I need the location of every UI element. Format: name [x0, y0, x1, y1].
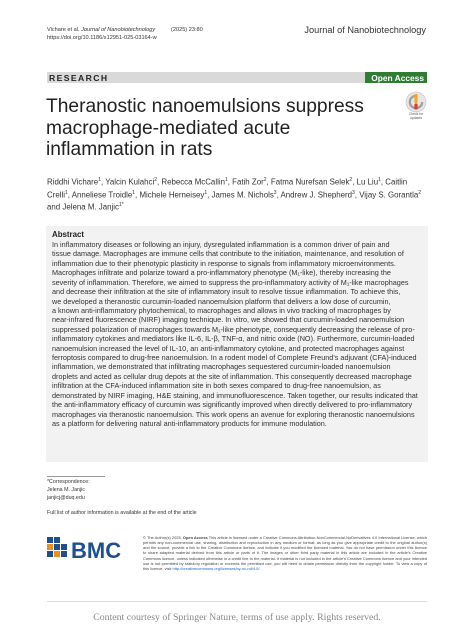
check-for-updates-icon [405, 91, 427, 113]
author-name[interactable]: Michele Herneisey [139, 190, 205, 200]
author-name[interactable]: James M. Nichols [211, 190, 274, 200]
author-affiliation: 1 [98, 177, 101, 183]
bmc-logo-mark [47, 537, 137, 567]
abstract-heading: Abstract [52, 230, 85, 239]
author-affiliation: 3 [352, 189, 355, 196]
abstract-line: infiltration at the CFA-induced inflammation site in both sexes compared to drug-free nanoemulsion, as [52, 381, 381, 391]
author-info-note: Full list of author information is available at the end of the article [47, 510, 197, 516]
correspondence-name: Jelena M. Janjic [47, 487, 85, 493]
abstract-line: Macrophages infiltrate and polarize toward a pro-inflammatory phenotype (M₁-like), thereby increasing the [52, 268, 391, 278]
correspondence-label: *Correspondence: [47, 479, 90, 485]
footer-watermark: Content courtesy of Springer Nature, terms of use apply. Rights reserved. [93, 612, 381, 623]
license-end: . [259, 565, 261, 571]
check-for-updates-badge[interactable] [405, 91, 427, 121]
author-name[interactable]: Rebecca McCallin [161, 177, 225, 187]
author-affiliation: 2 [263, 177, 267, 183]
abstract-line: macrophages via theranostic nanoemulsion. This work opens an avenue for exploring theranostic nanoemulsions [52, 409, 415, 419]
license-body: This article is licensed under a Creative Commons Attribution-NonCommercial-NoDerivatives 4.0 International License, which permits any non-commercial use, sharing, distribution and reproduction in any medium or format, as long as you give appropriate credit to the original author(s) and the source, provide a link to the Creative Commons licence, and indicate if you modified the licensed material. You do not have permission under this licence to share adapted material derived from this article or parts of it. The images or other third party material in this article are included in the article’s Creative Commons licence, unless indicated otherwise in a credit line to the material. If material is not included in the article’s Creative Commons licence and your intended use is not permitted by statutory regulation or exceeds the permitted use, you will need to obtain permission directly from the copyright holder. To view a copy of this licence, visit [143, 535, 427, 571]
abstract-text [52, 240, 424, 428]
author-affiliation: 1 [64, 189, 68, 196]
article-title: Theranostic nanoemulsions suppress macrophage-mediated acute inflammation in rats [46, 96, 364, 160]
author-affiliation: 1 [132, 189, 136, 196]
article-type-label: RESEARCH [49, 73, 109, 84]
abstract-line: In inflammatory diseases or following an injury, dysregulated inflammation is a common driver of pain and [52, 240, 390, 249]
author-affiliation: 2 [154, 177, 157, 183]
abstract-line: inflammation due to their phenotypic plasticity in response to signals from inflammatory microenvironments. [52, 258, 396, 268]
open-access-badge: Open Access [365, 72, 427, 83]
badge-label-line2: updates [409, 115, 423, 120]
correspondence-block [47, 478, 90, 502]
author-name[interactable]: Vijay S. Gorantla [359, 190, 419, 200]
abstract-line: droplets and acted as cellular drug depots at the site of inflammation. This consequently decreased macrophage [52, 371, 412, 381]
author-affiliation: 1* [118, 202, 124, 209]
author-name[interactable]: Fatma Nurefsan Selek [270, 177, 350, 187]
abstract-line: and decrease their infiltration at the site of inflammatory insult to resolve tissue inflammation. To achieve this, [52, 287, 401, 297]
abstract-line: near-infrared fluorescence (NIRF) imaging technique. In vitro, we showed that curcumin-loaded nanoemulsion [52, 315, 405, 325]
author-name[interactable]: Anneliese Troidle [71, 190, 133, 200]
abstract-line: nanoemulsion increased the level of IL-10, an anti-inflammatory cytokine, and protected macrophages against [52, 343, 405, 353]
abstract-line: suppressed polarization of macrophages towards M₁-like phenotype, consequently decreasing the release of pro- [52, 324, 415, 334]
citation-authors: Vichare et al. [47, 27, 80, 33]
author-affiliation: 1 [224, 177, 228, 183]
abstract-line: ferroptosis compared to drug-free nanoemulsion. In a rodent model of Complete Freund’s adjuvant (CFA)-induced [52, 353, 417, 363]
author-affiliation: 1 [204, 189, 208, 196]
bmc-logo [47, 537, 137, 567]
journal-name: Journal of Nanobiotechnology [304, 25, 426, 35]
author-name[interactable]: Riddhi Vichare [47, 177, 99, 187]
citation-journal: Journal of Nanobiotechnology [81, 27, 156, 33]
abstract-line: severity of inflammation. Therefore, we aimed to suppress the pro-inflammatory activity of M₁-like macrophages [52, 277, 409, 287]
author-name[interactable]: Lu Liu [356, 177, 379, 187]
badge-label-line1: Check for [408, 112, 424, 116]
author-affiliation: 1 [378, 177, 381, 183]
author-name[interactable]: Fatih Zor [232, 177, 264, 187]
abstract-line: inflammatory cytokines and mediators like IL-6, IL-β, TNF-α, and nitric oxide (NO). Furthermore, curcumin-loaded [52, 334, 415, 344]
author-affiliation: 3 [273, 189, 277, 196]
license-open-access: Open Access [182, 535, 208, 540]
author-name[interactable]: Andrew J. Shepherd [280, 190, 353, 200]
author-name[interactable]: Yalcin Kulahci [105, 177, 155, 187]
abstract-line: we developed a theranostic curcumin-loaded nanoemulsion platform that delivers a low dose of curcumin, [52, 296, 391, 306]
abstract-line: demonstrated by NIRF imaging, H&E staining, and immunofluorescence. Taken together, our results indicated that [52, 390, 418, 400]
license-lead: © The Author(s) 2025. [143, 535, 183, 540]
correspondence-divider [47, 476, 105, 477]
author-name[interactable]: Jelena M. Janjic [62, 202, 119, 212]
volume-info: (2025) 23:80 [171, 27, 203, 33]
abstract-line: a known anti-inflammatory phytochemical, to macrophages and allows in vivo tracking of macrophages by [52, 305, 391, 315]
badge-label [405, 113, 427, 121]
abstract-line: as a platform for delivering natural anti-inflammatory products for immune modulation. [52, 419, 327, 429]
license-link[interactable]: http://creativecommons.org/licenses/by-nc-nd/4.0/ [172, 565, 260, 571]
author-affiliation: 2 [418, 189, 422, 196]
abstract-line: the anti-inflammatory efficacy of curcumin was significantly improved when directly delivered to pro-inflammatory [52, 400, 413, 410]
author-name[interactable]: Caitlin Crelli [47, 177, 408, 200]
doi-link[interactable]: https://doi.org/10.1186/s12951-025-03164-w [47, 34, 157, 41]
author-affiliation: 2 [349, 177, 353, 183]
abstract-line: tissue damage. Macrophages are immune cells that contribute to the initiation, maintenance, and resolution of [52, 249, 404, 259]
correspondence-email[interactable]: janjicj@duq.edu [47, 495, 85, 501]
footer-divider [47, 601, 427, 602]
abstract-box [46, 226, 428, 462]
license-statement [143, 535, 427, 571]
running-header-citation [47, 27, 157, 42]
author-list: Riddhi Vichare$^1$, Yalcin Kulahci$^2$, Rebecca McCallin$^1$, Fatih Zor$^2$, Fatma Nurefsan Selek$^2$, Lu Liu$^1$, Caitlin Crelli$^1$, Anneliese Troidle$^1$, Michele Herneisey$^1$, James M. Nichols$^3$, Andrew J. Shepherd$^3$, Vijay S. Gorantla$^2$ and Jelena M. Janjic$^{1*}$ [47, 177, 422, 212]
author-joiner: and [47, 202, 61, 212]
abstract-line: inflammation, we demonstrated that infiltrating macrophages sequestered curcumin-loaded nanoemulsion [52, 362, 391, 372]
article-type-banner [47, 72, 427, 83]
bmc-logo-text: BMC [71, 538, 122, 563]
